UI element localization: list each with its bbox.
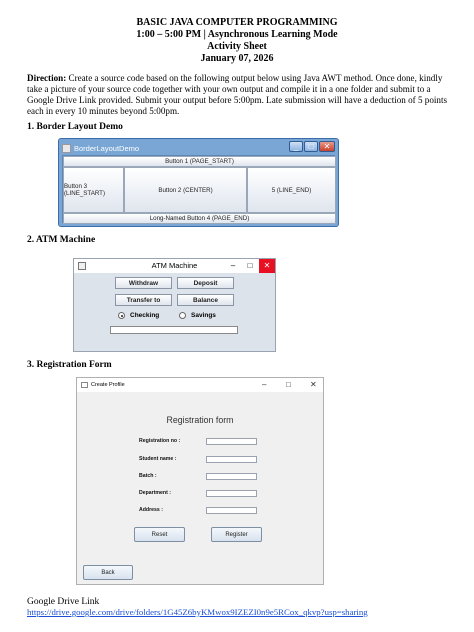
minimize-button[interactable]: – (230, 261, 236, 270)
line-end-button[interactable]: 5 (LINE_END) (247, 167, 336, 213)
savings-label: Savings (191, 312, 216, 319)
section-heading-atm: 2. ATM Machine (27, 235, 96, 245)
page-start-button[interactable]: Button 1 (PAGE_START) (63, 156, 336, 167)
reg-no-label: Registration no : (139, 438, 181, 444)
java-window-icon (81, 382, 88, 388)
atm-window (73, 258, 276, 352)
student-name-input[interactable] (206, 456, 257, 463)
border-layout-title: BorderLayoutDemo (74, 143, 140, 153)
line-start-button[interactable]: Button 3 (LINE_START) (63, 167, 124, 213)
back-button[interactable]: Back (83, 565, 133, 580)
address-input[interactable] (206, 507, 257, 514)
close-button[interactable]: ✕ (310, 380, 317, 389)
registration-titlebar (77, 378, 323, 392)
reset-button[interactable]: Reset (134, 527, 185, 542)
maximize-button[interactable]: □ (247, 261, 253, 270)
withdraw-button[interactable]: Withdraw (115, 277, 172, 289)
maximize-button[interactable]: □ (304, 141, 318, 152)
border-layout-titlebar (62, 141, 139, 155)
border-layout-window (58, 138, 339, 227)
transfer-button[interactable]: Transfer to (115, 294, 172, 306)
border-layout-content (62, 155, 335, 223)
balance-button[interactable]: Balance (177, 294, 234, 306)
radio-empty-icon (179, 312, 186, 319)
close-button[interactable]: ✕ (259, 259, 275, 273)
department-label: Department : (139, 490, 171, 496)
address-label: Address : (139, 507, 163, 513)
atm-title: ATM Machine (151, 261, 198, 270)
doc-activity-title: Activity Sheet (207, 41, 267, 52)
doc-date: January 07, 2026 (200, 53, 274, 64)
reg-no-input[interactable] (206, 438, 257, 445)
checking-radio[interactable] (118, 312, 159, 319)
registration-form-title: Registration form (166, 415, 234, 425)
google-drive-link[interactable]: https://drive.google.com/drive/folders/1G45Z6byKMwox9IZEZI0n9e5RCox_qkvp?usp=sharing (27, 607, 368, 617)
direction-paragraph (27, 73, 449, 117)
center-button[interactable]: Button 2 (CENTER) (124, 167, 247, 213)
google-drive-label: Google Drive Link (27, 597, 100, 607)
batch-input[interactable] (206, 473, 257, 480)
savings-radio[interactable] (179, 312, 216, 319)
atm-amount-field[interactable] (110, 326, 238, 334)
batch-label: Batch : (139, 473, 157, 479)
section-heading-border-layout: 1. Border Layout Demo (27, 122, 123, 132)
registration-window-title: Create Profile (91, 382, 125, 388)
deposit-button[interactable]: Deposit (177, 277, 234, 289)
department-input[interactable] (206, 490, 257, 497)
border-layout-controls (289, 141, 335, 152)
section-heading-registration: 3. Registration Form (27, 360, 112, 370)
doc-schedule: 1:00 – 5:00 PM | Asynchronous Learning Mode (136, 29, 338, 40)
page-end-button[interactable]: Long-Named Button 4 (PAGE_END) (63, 213, 336, 224)
student-name-label: Student name : (139, 456, 177, 462)
maximize-button[interactable]: □ (286, 380, 291, 389)
registration-window (76, 377, 324, 585)
minimize-button[interactable]: – (262, 380, 267, 389)
direction-label: Direction: (27, 73, 67, 83)
doc-course-title: BASIC JAVA COMPUTER PROGRAMMING (136, 17, 338, 28)
register-button[interactable]: Register (211, 527, 262, 542)
checking-label: Checking (130, 312, 160, 319)
close-button[interactable]: ✕ (319, 141, 335, 152)
java-window-icon (62, 144, 71, 153)
atm-titlebar (74, 259, 275, 273)
minimize-button[interactable]: _ (289, 141, 303, 152)
direction-text: Create a source code based on the following output below using Java AWT method. Once done, kindly take a picture of your source code together with your own output and compile it in a one folder and submit to a Google Drive Link provided. Submit your output before 5:00pm. Late submission will have a deduction of 5 points each in every 10 minutes beyond 5:00pm. (27, 73, 448, 116)
radio-selected-icon (118, 312, 125, 319)
